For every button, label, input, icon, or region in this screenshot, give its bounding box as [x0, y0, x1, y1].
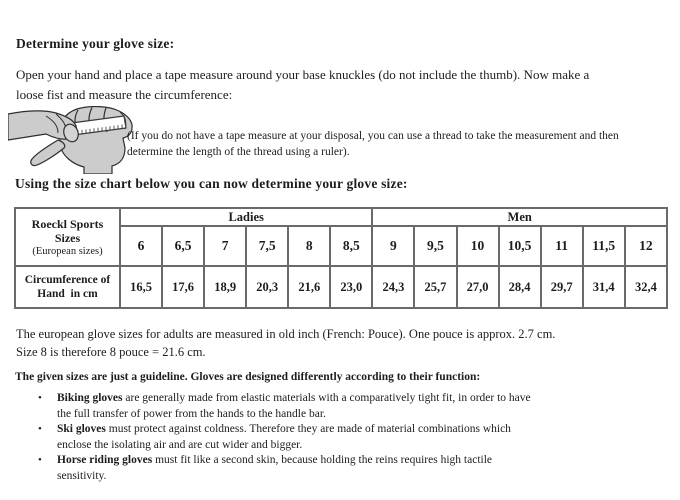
row-label-circumference: [15, 266, 120, 308]
size-cell: 7,5: [246, 226, 288, 266]
size-cell: 8: [288, 226, 330, 266]
circumference-cell: 32,4: [625, 266, 667, 308]
heading-size-chart: Using the size chart below you can now determine your glove size:: [15, 176, 408, 191]
note-line-1: (If you do not have a tape measure at your disposal, you can use a thread to take the measurement and then: [127, 130, 619, 142]
size-cell: 6,5: [162, 226, 204, 266]
circumference-cell: 17,6: [162, 266, 204, 308]
gender-group-row: [15, 208, 667, 226]
bullet-marker-icon: •: [38, 392, 42, 404]
circumference-cell: 18,9: [204, 266, 246, 308]
bullet-text: Ski gloves must protect against coldness. Therefore they are made of material combinations which enclose the isolating air and are cut wider and bigger.: [57, 423, 511, 451]
hand-tape-measure-icon: [8, 106, 135, 174]
circumference-cell: 21,6: [288, 266, 330, 308]
circumference-row: [15, 266, 667, 308]
note-line-2: determine the length of the thread using a ruler).: [127, 145, 350, 158]
circumference-label-line-1: Circumference of: [24, 274, 111, 286]
circumference-cell: 20,3: [246, 266, 288, 308]
size-cell: 7: [204, 226, 246, 266]
guideline-heading: The given sizes are just a guideline. Gloves are designed differently according to their function:: [15, 371, 481, 383]
pouce-line-1: The european glove sizes for adults are measured in old inch (French: Pouce). One pouce is approx. 2.7 cm.: [16, 327, 556, 341]
heading-determine-glove-size: Determine your glove size:: [16, 36, 175, 51]
size-cell: 11: [541, 226, 583, 266]
intro-line-2: loose fist and measure the circumference:: [16, 87, 233, 102]
glove-function-list: [38, 391, 531, 484]
row-label-roeckl-sports-sizes: [15, 208, 120, 266]
size-cell: 10,5: [499, 226, 541, 266]
pouce-paragraph: [16, 325, 555, 361]
size-cell: 9: [372, 226, 414, 266]
fist-thumb-shape: [31, 140, 65, 166]
bullet-item: [38, 453, 531, 484]
group-header-ladies: Ladies: [120, 208, 372, 226]
pouce-line-2: Size 8 is therefore 8 pouce = 21.6 cm.: [16, 345, 206, 359]
size-cell: 12: [625, 226, 667, 266]
bullet-marker-icon: •: [38, 454, 42, 466]
row-label-line-2: Sizes: [54, 230, 81, 245]
bullet-text: Horse riding gloves must fit like a second skin, because holding the reins requires high tactile sensitivity.: [57, 454, 493, 482]
bullet-item: [38, 422, 531, 453]
circumference-cell: 29,7: [541, 266, 583, 308]
group-header-men: Men: [372, 208, 667, 226]
size-cell: 8,5: [330, 226, 372, 266]
tape-measure-note: [127, 129, 619, 160]
circumference-cell: 24,3: [372, 266, 414, 308]
circumference-cell: 28,4: [499, 266, 541, 308]
size-cell: 6: [120, 226, 162, 266]
bullet-marker-icon: •: [38, 423, 42, 435]
size-cell: 10: [457, 226, 499, 266]
circumference-cell: 16,5: [120, 266, 162, 308]
intro-line-1: Open your hand and place a tape measure around your base knuckles (do not include the thumb). Now make a: [16, 67, 590, 82]
circumference-cell: 25,7: [414, 266, 456, 308]
size-cell: 9,5: [414, 226, 456, 266]
circumference-label-line-2: Hand in cm: [37, 288, 98, 300]
bullet-text: Biking gloves are generally made from elastic materials with a comparatively tight fit, in order to have the full transfer of power from the hands to the handle bar.: [57, 392, 531, 420]
bullet-item: [38, 391, 531, 422]
circumference-cell: 27,0: [457, 266, 499, 308]
size-cell: 11,5: [583, 226, 625, 266]
intro-paragraph: [16, 65, 589, 105]
row-label-european-sizes: (European sizes): [32, 245, 103, 257]
circumference-cell: 31,4: [583, 266, 625, 308]
circumference-cell: 23,0: [330, 266, 372, 308]
row-label-line-1: Roeckl Sports: [31, 216, 104, 231]
glove-size-table: [14, 207, 668, 309]
